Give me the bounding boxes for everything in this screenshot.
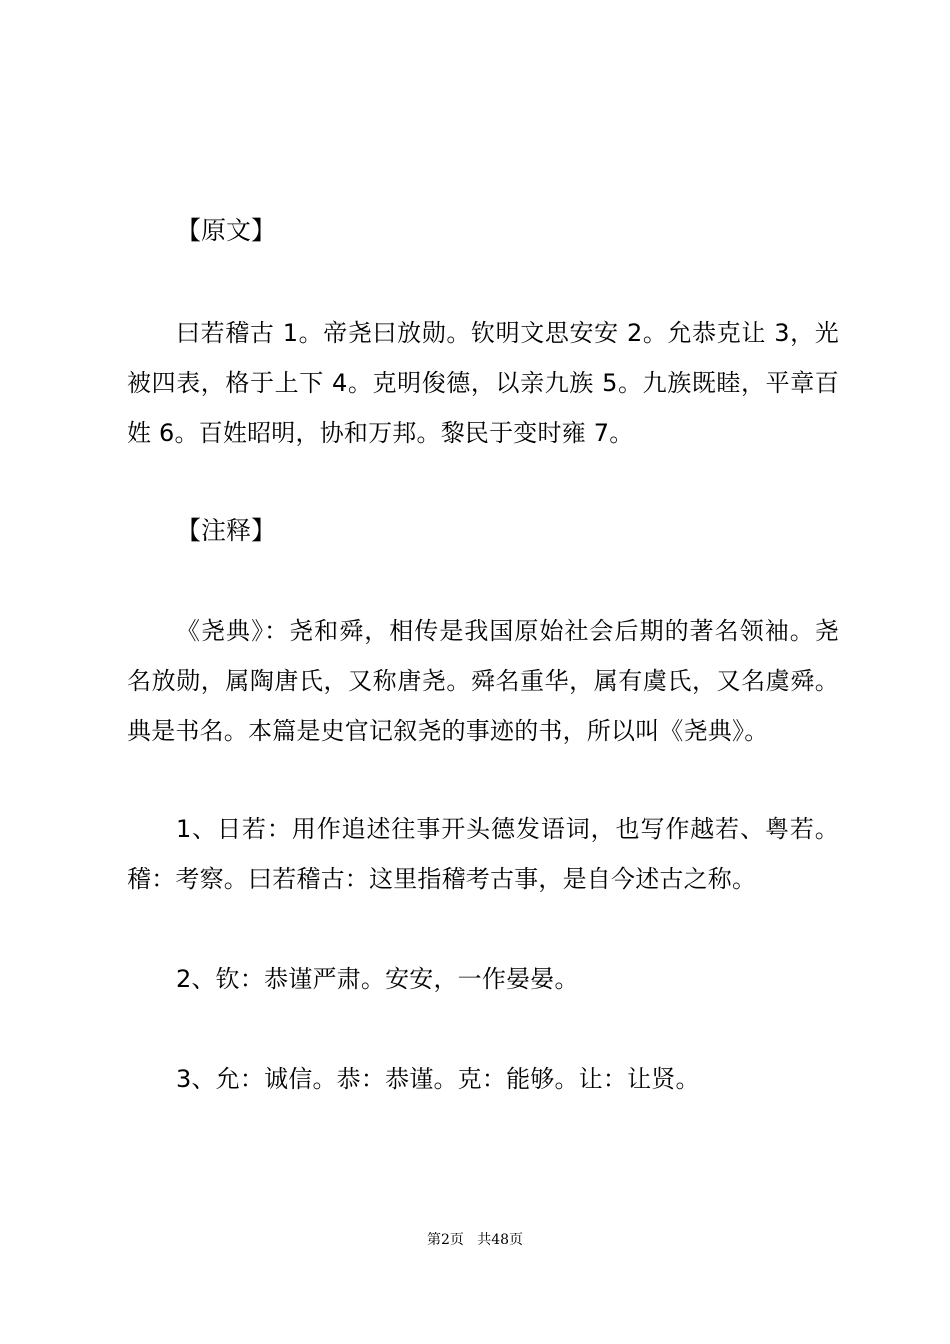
paragraph-note-1: 1、日若：用作追述往事开头德发语词，也写作越若、粤若。稽：考察。曰若稽古：这里指稽考古事，是自今述古之称。 bbox=[127, 815, 839, 893]
paragraph-note-3: 3、允：诚信。恭：恭谨。克：能够。让：让贤。 bbox=[176, 1065, 700, 1093]
paragraph-note-2: 2、钦：恭谨严肃。安安，一作晏晏。 bbox=[176, 965, 579, 993]
paragraph-yaodian-intro: 《尧典》：尧和舜，相传是我国原始社会后期的著名领袖。尧名放勋，属陶唐氏，又称唐尧。舜名重华，属有虞氏，又名虞舜。典是书名。本篇是史官记叙尧的事迹的书，所以叫《尧典》。 bbox=[127, 617, 839, 745]
paragraph-original-text: 曰若稽古 1。帝尧曰放勋。钦明文思安安 2。允恭克让 3，光被四表，格于上下 4。克明俊德，以亲九族 5。九族既睦，平章百姓 6。百姓昭明，协和万邦。黎民于变时雍 7。 bbox=[127, 319, 839, 447]
page-footer: 第2页 共48页 bbox=[426, 1232, 524, 1248]
section-heading-annotations: 【注释】 bbox=[176, 516, 277, 545]
section-heading-original-text: 【原文】 bbox=[176, 216, 277, 245]
